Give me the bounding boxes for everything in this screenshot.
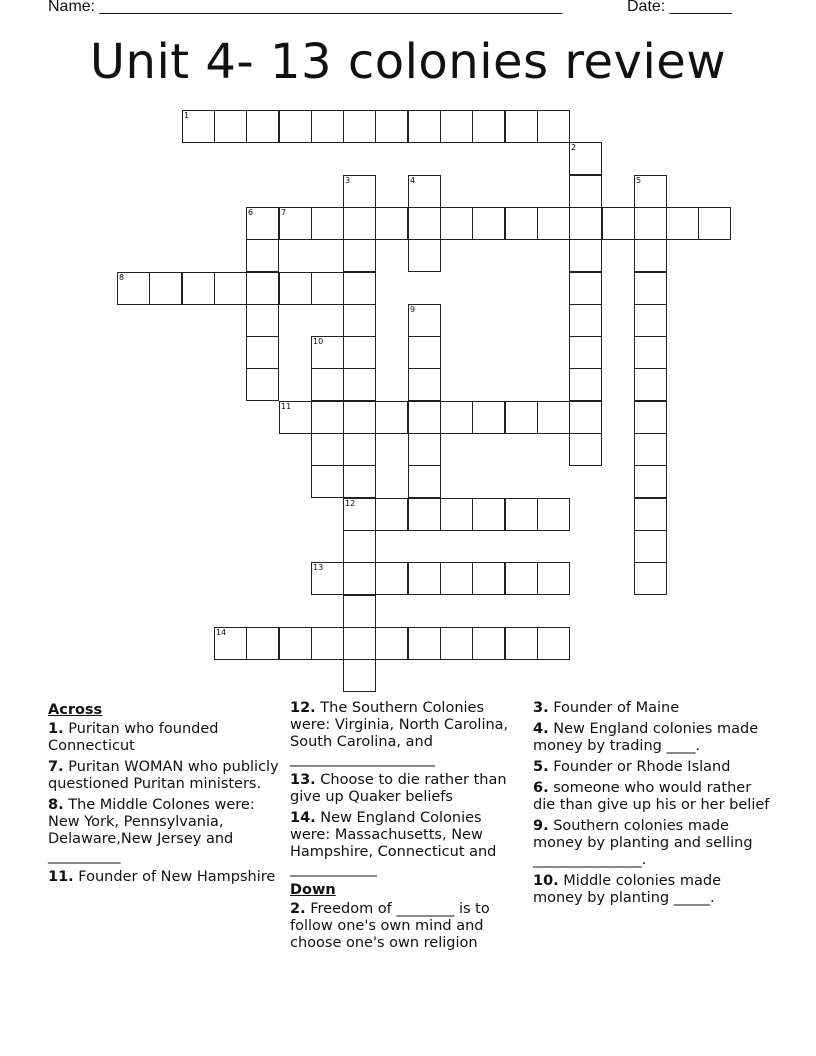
- crossword-cell[interactable]: [408, 401, 441, 434]
- crossword-cell[interactable]: [569, 175, 602, 208]
- clue-number: 7: [281, 208, 287, 217]
- clue-item-text: Choose to die rather than give up Quaker beliefs: [290, 772, 507, 805]
- crossword-cell[interactable]: [505, 401, 538, 434]
- clue-item-number: 2.: [290, 901, 306, 917]
- crossword-cell[interactable]: [408, 239, 441, 272]
- crossword-cell[interactable]: [375, 207, 408, 240]
- crossword-cell[interactable]: [375, 562, 408, 595]
- crossword-cell[interactable]: [117, 272, 150, 305]
- crossword-cell[interactable]: [343, 530, 376, 563]
- crossword-cell[interactable]: [440, 207, 473, 240]
- crossword-cell[interactable]: [634, 530, 667, 563]
- clue-item-number: 11.: [48, 869, 74, 885]
- crossword-cell[interactable]: [698, 207, 731, 240]
- crossword-cell[interactable]: [311, 562, 344, 595]
- crossword-cell[interactable]: [537, 401, 570, 434]
- crossword-cell[interactable]: [343, 595, 376, 628]
- clue-item-text: Founder of Maine: [548, 700, 680, 716]
- down-clue-list-continued: [533, 700, 773, 907]
- crossword-cell[interactable]: [634, 368, 667, 401]
- crossword-cell[interactable]: [440, 627, 473, 660]
- clue-item-text: Puritan WOMAN who publicly questioned Puritan ministers.: [48, 759, 279, 792]
- clue-item-number: 10.: [533, 873, 559, 889]
- crossword-cell[interactable]: [634, 498, 667, 531]
- crossword-cell[interactable]: [440, 110, 473, 143]
- crossword-cell[interactable]: [537, 498, 570, 531]
- crossword-cell[interactable]: [246, 336, 279, 369]
- crossword-cell[interactable]: [569, 433, 602, 466]
- date-line: Date: _______: [627, 0, 732, 15]
- crossword-cell[interactable]: [634, 336, 667, 369]
- clue-item: [533, 780, 773, 814]
- crossword-cell[interactable]: [408, 433, 441, 466]
- crossword-cell[interactable]: [634, 562, 667, 595]
- crossword-cell[interactable]: [537, 110, 570, 143]
- crossword-cell[interactable]: [505, 207, 538, 240]
- crossword-cell[interactable]: [246, 627, 279, 660]
- crossword-cell[interactable]: [343, 175, 376, 208]
- crossword-cell[interactable]: [634, 433, 667, 466]
- crossword-cell[interactable]: [343, 368, 376, 401]
- crossword-cell[interactable]: [537, 207, 570, 240]
- crossword-cell[interactable]: [343, 659, 376, 692]
- clue-item-number: 8.: [48, 797, 64, 813]
- crossword-cell[interactable]: [343, 562, 376, 595]
- crossword-cell[interactable]: [440, 498, 473, 531]
- clue-item-number: 7.: [48, 759, 64, 775]
- crossword-cell[interactable]: [311, 465, 344, 498]
- crossword-cell[interactable]: [311, 368, 344, 401]
- crossword-cell[interactable]: [440, 401, 473, 434]
- down-clue-list: [290, 901, 522, 952]
- crossword-cell[interactable]: [634, 465, 667, 498]
- clue-item: [48, 869, 280, 886]
- clues-column-2: [290, 700, 522, 956]
- crossword-cell[interactable]: [569, 207, 602, 240]
- clues-column-1: [48, 700, 280, 890]
- crossword-cell[interactable]: [246, 368, 279, 401]
- clue-number: 3: [345, 176, 351, 185]
- across-clue-list-continued: [290, 700, 522, 878]
- clue-item: [533, 700, 773, 717]
- across-clue-list: [48, 721, 280, 886]
- crossword-cell[interactable]: [343, 239, 376, 272]
- clue-item: [533, 818, 773, 869]
- crossword-cell[interactable]: [440, 562, 473, 595]
- crossword-cell[interactable]: [311, 336, 344, 369]
- clue-item: [290, 700, 522, 768]
- crossword-cell[interactable]: [472, 562, 505, 595]
- clue-item-number: 9.: [533, 818, 549, 834]
- crossword-cell[interactable]: [375, 627, 408, 660]
- crossword-cell[interactable]: [214, 110, 247, 143]
- clue-item: [290, 901, 522, 952]
- crossword-cell[interactable]: [343, 401, 376, 434]
- clue-item-text: Southern colonies made money by planting and selling _______________.: [533, 818, 753, 868]
- crossword-cell[interactable]: [182, 272, 215, 305]
- crossword-cell[interactable]: [343, 336, 376, 369]
- crossword-cell[interactable]: [343, 498, 376, 531]
- crossword-cell[interactable]: [666, 207, 699, 240]
- crossword-cell[interactable]: [472, 207, 505, 240]
- clue-item-text: someone who would rather die than give up his or her belief: [533, 780, 770, 813]
- crossword-cell[interactable]: [408, 368, 441, 401]
- crossword-cell[interactable]: [472, 110, 505, 143]
- crossword-cell[interactable]: [408, 465, 441, 498]
- clue-item-text: Founder or Rhode Island: [548, 759, 731, 775]
- crossword-cell[interactable]: [408, 336, 441, 369]
- crossword-cell[interactable]: [343, 304, 376, 337]
- crossword-cell[interactable]: [634, 304, 667, 337]
- crossword-cell[interactable]: [375, 401, 408, 434]
- crossword-cell[interactable]: [279, 627, 312, 660]
- crossword-cell[interactable]: [408, 498, 441, 531]
- crossword-cell[interactable]: [214, 627, 247, 660]
- name-line: Name: ____________________________________________________: [48, 0, 563, 15]
- crossword-cell[interactable]: [343, 627, 376, 660]
- crossword-cell[interactable]: [311, 110, 344, 143]
- clue-number: 14: [216, 628, 227, 637]
- crossword-cell[interactable]: [634, 207, 667, 240]
- clue-item-text: Puritan who founded Connecticut: [48, 721, 219, 754]
- crossword-cell[interactable]: [602, 207, 635, 240]
- clue-item-number: 3.: [533, 700, 549, 716]
- clue-item-text: The Middle Colones were: New York, Pennsylvania, Delaware,New Jersey and __________: [48, 797, 255, 864]
- crossword-cell[interactable]: [408, 175, 441, 208]
- crossword-cell[interactable]: [343, 110, 376, 143]
- clue-item: [533, 873, 773, 907]
- clue-item-text: Middle colonies made money by planting _____.: [533, 873, 721, 906]
- crossword-cell[interactable]: [472, 627, 505, 660]
- clue-item-number: 14.: [290, 810, 316, 826]
- clue-item: [290, 810, 522, 878]
- crossword-cell[interactable]: [311, 272, 344, 305]
- crossword-cell[interactable]: [343, 433, 376, 466]
- crossword-cell[interactable]: [537, 562, 570, 595]
- clue-number: 1: [184, 111, 190, 120]
- page-title: Unit 4- 13 colonies review: [89, 34, 727, 90]
- clue-item-number: 5.: [533, 759, 549, 775]
- crossword-cell[interactable]: [246, 239, 279, 272]
- crossword-cell[interactable]: [246, 110, 279, 143]
- crossword-cell[interactable]: [408, 110, 441, 143]
- clue-number: 8: [119, 273, 125, 282]
- clue-item: [533, 759, 773, 776]
- clue-item: [48, 797, 280, 865]
- clue-number: 9: [410, 305, 416, 314]
- crossword-cell[interactable]: [408, 207, 441, 240]
- crossword-cell[interactable]: [569, 239, 602, 272]
- crossword-cell[interactable]: [375, 110, 408, 143]
- crossword-cell[interactable]: [149, 272, 182, 305]
- crossword-cell[interactable]: [246, 207, 279, 240]
- crossword-cell[interactable]: [279, 272, 312, 305]
- crossword-cell[interactable]: [279, 207, 312, 240]
- crossword-cell[interactable]: [569, 272, 602, 305]
- clue-number: 2: [571, 143, 577, 152]
- clues-column-3: [533, 700, 773, 911]
- clue-item: [533, 721, 773, 755]
- crossword-cell[interactable]: [279, 110, 312, 143]
- crossword-cell[interactable]: [343, 207, 376, 240]
- clue-item-number: 12.: [290, 700, 316, 716]
- crossword-cell[interactable]: [343, 465, 376, 498]
- crossword-cell[interactable]: [311, 207, 344, 240]
- down-heading: Down: [290, 882, 336, 898]
- clue-item-text: Founder of New Hampshire: [73, 869, 276, 885]
- clue-number: 10: [313, 337, 324, 346]
- crossword-cell[interactable]: [569, 401, 602, 434]
- crossword-cell[interactable]: [279, 401, 312, 434]
- clue-number: 11: [281, 402, 292, 411]
- clue-number: 4: [410, 176, 416, 185]
- clue-item-number: 1.: [48, 721, 64, 737]
- clue-item-number: 4.: [533, 721, 549, 737]
- clue-item: [48, 759, 280, 793]
- crossword-cell[interactable]: [569, 368, 602, 401]
- crossword-cell[interactable]: [408, 304, 441, 337]
- clue-item-number: 6.: [533, 780, 549, 796]
- crossword-cell[interactable]: [505, 562, 538, 595]
- crossword-cell[interactable]: [472, 498, 505, 531]
- crossword-cell[interactable]: [375, 498, 408, 531]
- crossword-cell[interactable]: [569, 304, 602, 337]
- clue-number: 6: [248, 208, 254, 217]
- clue-item: [290, 772, 522, 806]
- crossword-cell[interactable]: [634, 175, 667, 208]
- crossword-cell[interactable]: [505, 498, 538, 531]
- crossword-cell[interactable]: [408, 562, 441, 595]
- clue-item-number: 13.: [290, 772, 316, 788]
- crossword-cell[interactable]: [246, 272, 279, 305]
- crossword-cell[interactable]: [634, 239, 667, 272]
- across-heading: Across: [48, 702, 103, 718]
- clue-number: 13: [313, 563, 324, 572]
- crossword-cell[interactable]: [537, 627, 570, 660]
- clue-item-text: New England Colonies were: Massachusetts, New Hampshire, Connecticut and ____________: [290, 810, 497, 877]
- crossword-cell[interactable]: [634, 401, 667, 434]
- crossword-cell[interactable]: [182, 110, 215, 143]
- crossword-cell[interactable]: [505, 627, 538, 660]
- crossword-cell[interactable]: [214, 272, 247, 305]
- clue-item-text: The Southern Colonies were: Virginia, North Carolina, South Carolina, and ____________________: [290, 700, 509, 767]
- crossword-cell[interactable]: [311, 627, 344, 660]
- clue-item-text: New England colonies made money by trading ____.: [533, 721, 759, 754]
- crossword-cell[interactable]: [472, 401, 505, 434]
- crossword-cell[interactable]: [505, 110, 538, 143]
- crossword-cell[interactable]: [343, 272, 376, 305]
- crossword-cell[interactable]: [569, 336, 602, 369]
- clue-number: 5: [636, 176, 642, 185]
- crossword-cell[interactable]: [634, 272, 667, 305]
- clue-item: [48, 721, 280, 755]
- clue-item-text: Freedom of ________ is to follow one's own mind and choose one's own religion: [290, 901, 490, 951]
- clue-number: 12: [345, 499, 356, 508]
- crossword-cell[interactable]: [246, 304, 279, 337]
- crossword-cell[interactable]: [311, 401, 344, 434]
- crossword-cell[interactable]: [569, 142, 602, 175]
- crossword-cell[interactable]: [408, 627, 441, 660]
- crossword-cell[interactable]: [311, 433, 344, 466]
